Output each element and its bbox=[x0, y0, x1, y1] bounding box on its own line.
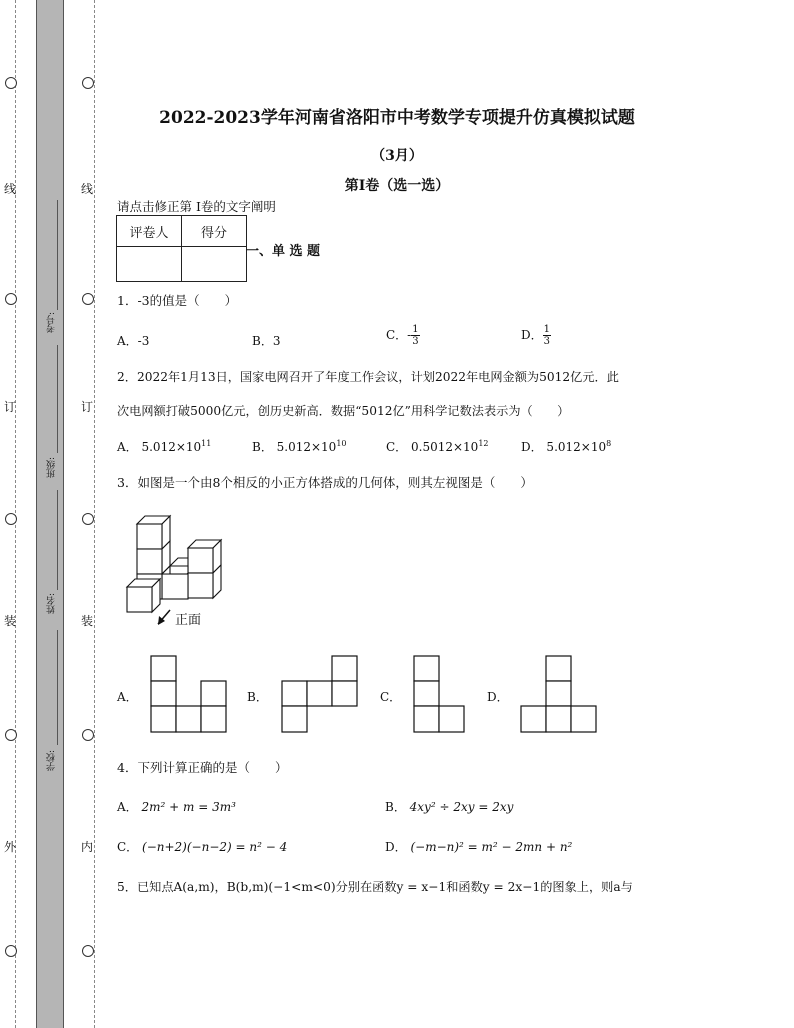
q4-option-a[interactable] bbox=[117, 798, 236, 815]
q1-option-a[interactable]: A．-3 bbox=[117, 334, 150, 348]
q4-option-b-label: B． bbox=[385, 800, 406, 814]
q2-option-b[interactable] bbox=[252, 438, 347, 455]
class-blank[interactable] bbox=[57, 345, 58, 453]
fraction-one-third bbox=[411, 324, 419, 347]
q4-option-d-label: D． bbox=[385, 840, 407, 854]
denominator: 3 bbox=[412, 336, 419, 347]
question-2-line-1: 2．2022年1月13日，国家电网召开了年度工作会议，计划2022年电网金额为5012亿元．此 bbox=[117, 370, 619, 384]
grader-header: 评卷人 bbox=[117, 216, 182, 247]
margin-char-ding: 订 bbox=[80, 400, 93, 414]
q2-option-d[interactable] bbox=[521, 438, 611, 455]
q1-option-b[interactable]: B．3 bbox=[252, 334, 281, 348]
margin-char-nei: 内 bbox=[80, 840, 93, 854]
q2-option-c-base: C． 0.5012×10 bbox=[386, 440, 479, 454]
margin-char-ding: 订 bbox=[3, 400, 16, 414]
binding-hole bbox=[5, 293, 17, 305]
score-table bbox=[116, 215, 247, 282]
q4-option-d[interactable] bbox=[385, 838, 572, 855]
volume-title: 第I卷（选一选） bbox=[344, 178, 450, 194]
school-label: 学校: bbox=[47, 750, 57, 772]
margin-char-zhuang: 装 bbox=[3, 614, 16, 628]
question-1-stem: 1．-3的值是（ ） bbox=[117, 293, 238, 308]
binding-hole bbox=[5, 77, 17, 89]
q1-option-c[interactable] bbox=[386, 324, 420, 347]
question-2-line-2: 次电网额打破5000亿元，创历史新高．数据“5012亿”用科学记数法表示为（ ） bbox=[117, 404, 570, 418]
numerator: 1 bbox=[543, 324, 550, 335]
question-4-stem: 4．下列计算正确的是（ ） bbox=[117, 760, 288, 775]
q2-option-a[interactable] bbox=[117, 438, 211, 455]
binding-hole bbox=[82, 945, 94, 957]
fraction-one-third bbox=[543, 324, 551, 347]
binding-hole bbox=[82, 729, 94, 741]
exam-month: （3月） bbox=[371, 148, 423, 164]
q3-option-b-view[interactable] bbox=[281, 655, 359, 734]
question-3-stem: 3．如图是一个由8个相反的小正方体搭成的几何体，则其左视图是（ ） bbox=[117, 475, 533, 490]
score-header: 得分 bbox=[182, 216, 247, 247]
q2-option-a-exponent: 11 bbox=[201, 439, 212, 448]
q2-option-c-exponent: 12 bbox=[478, 439, 489, 448]
margin-char-wai: 外 bbox=[3, 840, 16, 854]
q1-option-d-label: D． bbox=[521, 328, 543, 342]
exam-number-blank[interactable] bbox=[57, 200, 58, 310]
page-title: 2022-2023学年河南省洛阳市中考数学专项提升仿真模拟试题 bbox=[159, 108, 635, 128]
inner-cut-line bbox=[94, 0, 95, 1028]
q4-option-b-expression: 4xy² ÷ 2xy = 2xy bbox=[409, 800, 514, 814]
q4-option-c-expression: (−n+2)(−n−2) = n² − 4 bbox=[142, 840, 288, 854]
section-title: 一、单 选 题 bbox=[246, 244, 321, 259]
score-cell[interactable] bbox=[182, 247, 247, 282]
numerator: 1 bbox=[412, 324, 419, 335]
q3-option-c-label[interactable]: C． bbox=[380, 690, 402, 704]
front-label: 正面 bbox=[175, 613, 202, 628]
school-blank[interactable] bbox=[57, 630, 58, 745]
q3-option-a-label[interactable]: A． bbox=[117, 690, 138, 704]
q3-option-d-label[interactable]: D． bbox=[487, 690, 509, 704]
q3-option-d-view[interactable] bbox=[519, 655, 599, 734]
q2-option-d-base: D． 5.012×10 bbox=[521, 440, 607, 454]
question-5-stem: 5．已知点A(a,m)，B(b,m)(−1<m<0)分别在函数y = x−1和函数y = 2x−1的图象上，则a与 bbox=[117, 880, 633, 894]
q3-option-c-view[interactable] bbox=[413, 655, 467, 734]
binding-hole bbox=[5, 729, 17, 741]
denominator: 3 bbox=[543, 336, 550, 347]
q4-option-d-expression: (−m−n)² = m² − 2mn + n² bbox=[410, 840, 573, 854]
grader-cell[interactable] bbox=[117, 247, 182, 282]
name-label: 姓名: bbox=[47, 593, 57, 615]
margin-char-xian: 线 bbox=[3, 182, 16, 196]
binding-hole bbox=[82, 293, 94, 305]
margin-char-zhuang: 装 bbox=[80, 614, 93, 628]
binding-hole bbox=[82, 77, 94, 89]
class-label: 班级: bbox=[47, 457, 57, 479]
q3-option-a-view[interactable] bbox=[150, 655, 228, 734]
name-blank[interactable] bbox=[57, 490, 58, 590]
instruction-note: 请点击修正第 I卷的文字阐明 bbox=[117, 199, 276, 214]
binding-hole bbox=[5, 513, 17, 525]
q4-option-c[interactable] bbox=[117, 838, 287, 855]
exam-number-label: 考号: bbox=[47, 312, 57, 334]
q4-option-a-expression: 2m² + m = 3m³ bbox=[141, 800, 236, 814]
q4-option-c-label: C． bbox=[117, 840, 139, 854]
q2-option-b-base: B． 5.012×10 bbox=[252, 440, 337, 454]
q2-option-c[interactable] bbox=[386, 438, 489, 455]
q4-option-a-label: A． bbox=[117, 800, 138, 814]
q2-option-a-base: A． 5.012×10 bbox=[117, 440, 202, 454]
q2-option-d-exponent: 8 bbox=[606, 439, 612, 448]
q1-option-d[interactable] bbox=[521, 324, 551, 347]
binding-hole bbox=[82, 513, 94, 525]
q3-option-b-label[interactable]: B． bbox=[247, 690, 268, 704]
q1-option-c-label: C．- bbox=[386, 328, 412, 342]
binding-strip bbox=[36, 0, 64, 1028]
binding-hole bbox=[5, 945, 17, 957]
q4-option-b[interactable] bbox=[385, 798, 513, 815]
margin-char-xian: 线 bbox=[80, 182, 93, 196]
q2-option-b-exponent: 10 bbox=[336, 439, 347, 448]
